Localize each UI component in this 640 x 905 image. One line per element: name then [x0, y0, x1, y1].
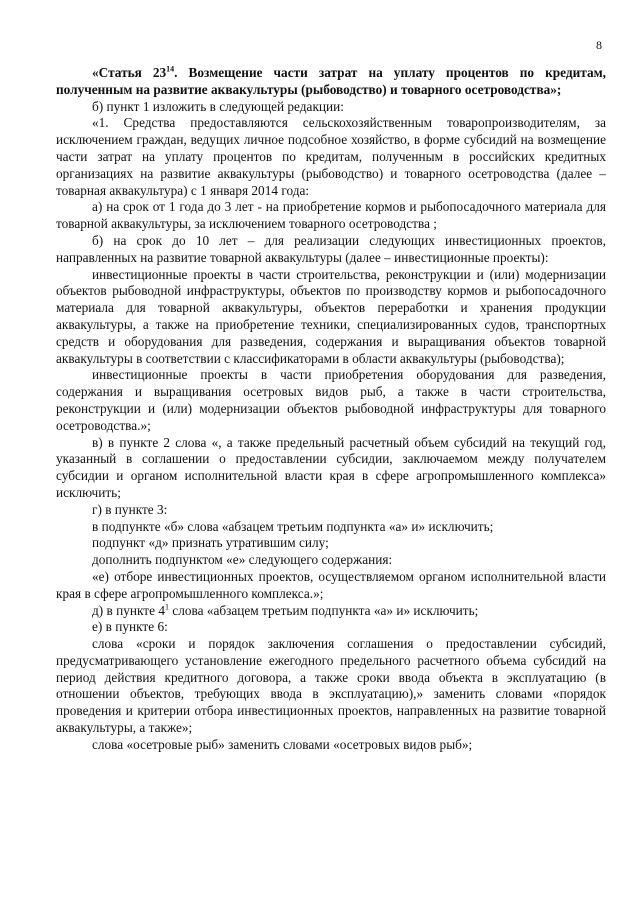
article-title [56, 65, 606, 99]
paragraph: а) на срок от 1 года до 3 лет - на приобретение кормов и рыбопосадочного материала для товарной аквакультуры, за исключением товарного осетроводства ; [56, 199, 606, 232]
paragraph-d-before: д) в пункте 4 [92, 602, 165, 618]
paragraph: б) пункт 1 изложить в следующей редакции: [92, 98, 344, 114]
paragraph: в подпункте «б» слова «абзацем третьим подпункта «а» и» исключить; [92, 518, 494, 534]
paragraph: в) в пункте 2 слова «, а также предельный расчетный объем субсидий на текущий год, указанный в соглашении о предоставлении субсидии, заключаемом между получателем субсидии и органом исполнительной власти края в сфере агропромышленного комплекса» исключить; [56, 434, 606, 500]
paragraph-d-after: слова «абзацем третьим подпункта «а» и» исключить; [168, 602, 479, 618]
page-number: 8 [596, 38, 602, 52]
article-title-lead: «Статья 23 [92, 65, 167, 80]
document-body [56, 65, 606, 754]
paragraph-d [56, 603, 606, 620]
article-number-superscript: 14 [166, 64, 175, 74]
paragraph-d-superscript: 1 [164, 602, 169, 612]
paragraph: дополнить подпунктом «е» следующего содержания: [92, 552, 393, 568]
paragraph: слова «сроки и порядок заключения соглашения о предоставлении субсидий, предусматривающего установление ежегодного предельного расчетного объема субсидий на период действия кредитного договора, а также сроки ввода объекта в эксплуатацию (в отношении объектов, требующих ввода в эксплуатацию),» заменить словами «порядок проведения и критерии отбора инвестиционных проектов, направленных на развитие товарной аквакультуры, а также»; [56, 636, 606, 736]
paragraph: подпункт «д» признать утратившим силу; [92, 535, 329, 551]
paragraph: инвестиционные проекты в части приобретения оборудования для разведения, содержания и выращивания осетровых видов рыб, а также в части строительства, реконструкции и (или) модернизации объектов рыбоводной инфраструктуры для товарного осетроводства.»; [56, 367, 606, 433]
paragraph: «1. Средства предоставляются сельскохозяйственным товаропроизводителям, за исключением граждан, ведущих личное подсобное хозяйство, в форме субсидий на возмещение части затрат на уплату процентов по кредитам, полученным в российских кредитных организациях на развитие аквакультуры (рыбоводство) и товарного осетроводства (далее – товарная аквакультура) с 1 января 2014 года: [56, 115, 606, 198]
paragraph: г) в пункте 3: [92, 501, 168, 517]
paragraph: б) на срок до 10 лет – для реализации следующих инвестиционных проектов, направленных на развитие товарной аквакультуры (далее – инвестиционные проекты): [56, 232, 606, 265]
article-title-rest: . Возмещение части затрат на уплату процентов по кредитам, полученным на развитие аквакультуры (рыбоводство) и товарного осетроводства»; [56, 65, 606, 97]
paragraph: «е) отборе инвестиционных проектов, осуществляемом органом исполнительной власти края в сфере агропромышленного комплекса.»; [56, 568, 606, 601]
paragraph: е) в пункте 6: [92, 619, 168, 635]
paragraph: инвестиционные проекты в части строительства, реконструкции и (или) модернизации объектов рыбоводной инфраструктуры, объектов по производству кормов и рыбопосадочного материала для товарной аквакультуры, объектов переработки и хранения продукции аквакультуры, а также на приобретение техники, специализированных судов, транспортных средств и оборудования для разведения, содержания и выращивания объектов товарной аквакультуры в соответствии с классификаторами в области аквакультуры (рыбоводства); [56, 266, 606, 366]
paragraph: слова «осетровые рыб» заменить словами «осетровых видов рыб»; [92, 736, 473, 752]
